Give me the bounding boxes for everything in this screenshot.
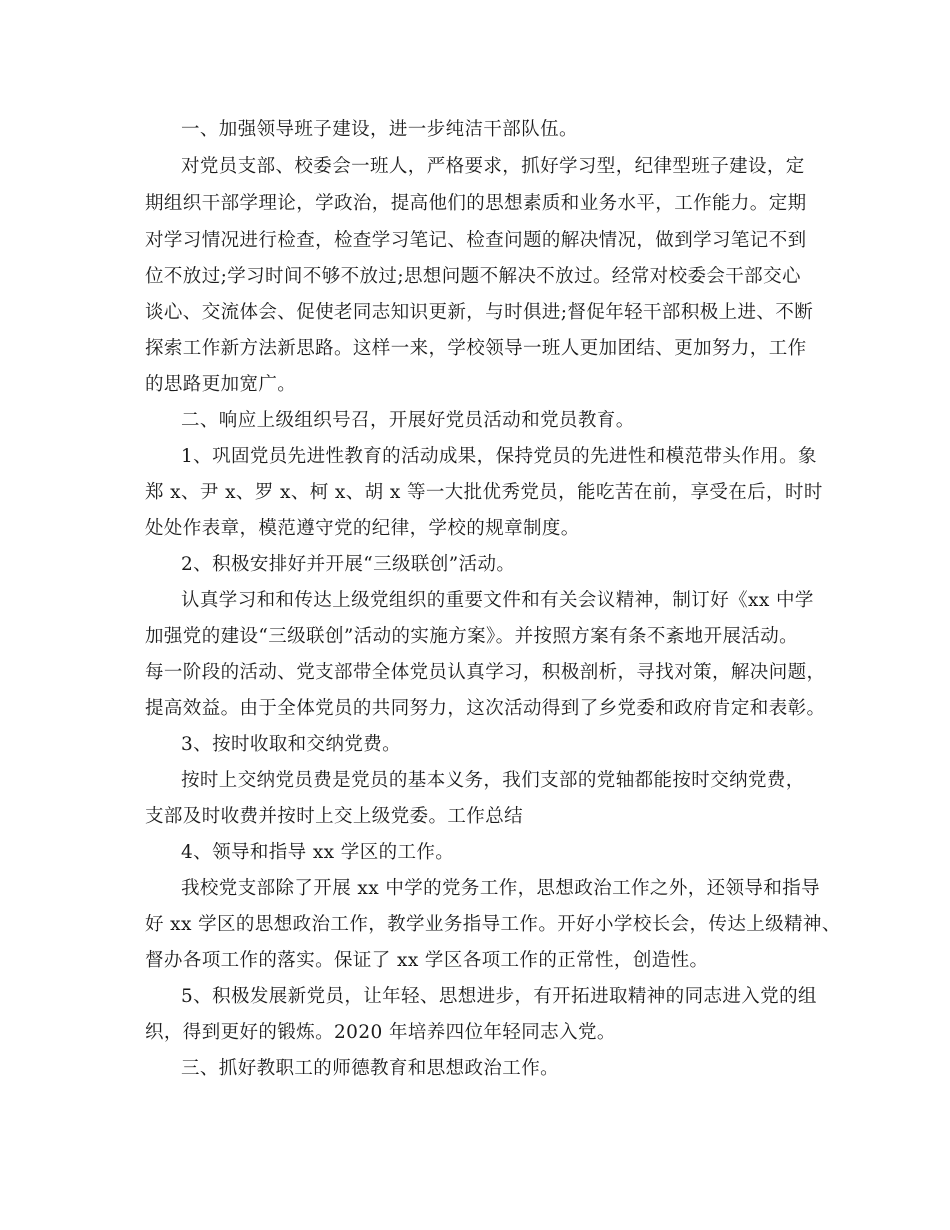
paragraph-line: 支部及时收费并按时上交上级党委。工作总结	[145, 806, 524, 827]
paragraph-line: 好 xx 学区的思想政治工作，教学业务指导工作。开好小学校长会，传达上级精神、	[145, 914, 841, 935]
paragraph-line: 的思路更加宽广。	[145, 374, 297, 395]
paragraph-line: 位不放过;学习时间不够不放过;思想问题不解决不放过。经常对校委会干部交心	[145, 266, 801, 287]
paragraph-line: 期组织干部学理论，学政治，提高他们的思想素质和业务水平，工作能力。定期	[145, 193, 807, 214]
paragraph-line: 加强党的建设“三级联创”活动的实施方案》。并按照方案有条不紊地开展活动。	[145, 626, 799, 647]
subsection-heading: 2、积极安排好并开展“三级联创”活动。	[181, 554, 516, 575]
paragraph-line: 按时上交纳党员费是党员的基本义务，我们支部的党轴都能按时交纳党费，	[181, 770, 805, 791]
paragraph-line: 提高效益。由于全体党员的共同努力，这次活动得到了乡党委和政府肯定和表彰。	[145, 698, 826, 719]
paragraph-line: 织，得到更好的锻炼。2020 年培养四位年轻同志入党。	[145, 1022, 616, 1043]
section-heading-3: 三、抓好教职工的师德教育和思想政治工作。	[181, 1058, 560, 1079]
paragraph-line: 督办各项工作的落实。保证了 xx 学区各项工作的正常性，创造性。	[145, 950, 709, 971]
section-heading-2: 二、响应上级组织号召，开展好党员活动和党员教育。	[181, 410, 635, 431]
paragraph-line: 1、巩固党员先进性教育的活动成果，保持党员的先进性和模范带头作用。象	[181, 446, 817, 467]
paragraph-line: 探索工作新方法新思路。这样一来，学校领导一班人更加团结、更加努力，工作	[145, 338, 807, 359]
paragraph-line: 我校党支部除了开展 xx 中学的党务工作，思想政治工作之外，还领导和指导	[181, 878, 821, 899]
paragraph-line: 5、积极发展新党员，让年轻、思想进步，有开拓进取精神的同志进入党的组	[181, 986, 817, 1007]
paragraph-line: 郑 x、尹 x、罗 x、柯 x、胡 x 等一大批优秀党员，能吃苦在前，享受在后，时时	[145, 482, 823, 503]
paragraph-line: 认真学习和和传达上级党组织的重要文件和有关会议精神，制订好《xx 中学	[181, 590, 814, 611]
paragraph-line: 每一阶段的活动、党支部带全体党员认真学习，积极剖析，寻找对策，解决问题，	[145, 662, 826, 683]
paragraph-line: 谈心、交流体会、促使老同志知识更新，与时俱进;督促年轻干部积极上进、不断	[145, 302, 814, 323]
section-heading-1: 一、加强领导班子建设，进一步纯洁干部队伍。	[181, 119, 578, 140]
subsection-heading: 4、领导和指导 xx 学区的工作。	[181, 842, 455, 863]
paragraph-line: 处处作表章，模范遵守党的纪律，学校的规章制度。	[145, 518, 580, 539]
paragraph-line: 对学习情况进行检查，检查学习笔记、检查问题的解决情况，做到学习笔记不到	[145, 230, 807, 251]
paragraph-line: 对党员支部、校委会一班人，严格要求，抓好学习型，纪律型班子建设，定	[181, 156, 805, 177]
subsection-heading: 3、按时收取和交纳党费。	[181, 734, 402, 755]
